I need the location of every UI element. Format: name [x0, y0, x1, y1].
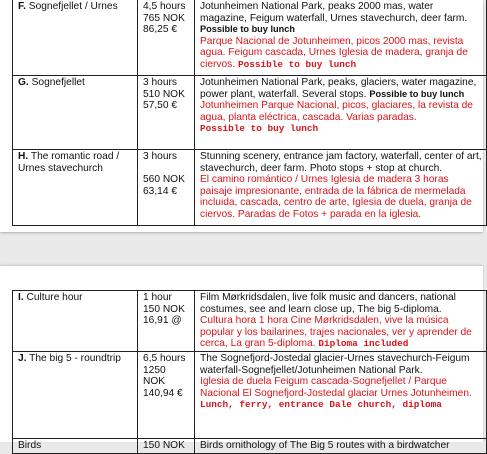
tour-description-cell	[195, 76, 487, 150]
tour-description-cell	[195, 352, 487, 439]
table-row	[13, 291, 487, 352]
tour-price-eur: 16,91 @	[143, 315, 182, 326]
note-english: Possible to buy lunch	[200, 24, 295, 34]
description-spanish: Iglesia de duela Feigum cascada-Sognefjellet / Parque Nacional El Sognefjord-Jostedal glaciar Urnes Jotunheimen.	[200, 376, 472, 399]
tour-price-cell	[138, 291, 195, 352]
tour-duration: 3 hours	[143, 151, 177, 162]
description-english: The Sognefjord-Jostedal glacier-Urnes stavechurch-Feigum waterfall-Sognefjellet/Jotunheimen National Park.	[200, 353, 470, 376]
tour-price-eur: 63,14 €	[143, 185, 177, 197]
table-row	[13, 150, 487, 226]
note-spanish: Possible to buy lunch	[200, 123, 319, 134]
tour-duration: 4,5 hours	[143, 1, 186, 12]
tour-price-nok: 150 NOK	[143, 303, 185, 315]
table-row	[13, 352, 487, 439]
description-english: Film Mørkridsdalen, live folk music and dancers, national costumes, see and learn close up, The big 5-diploma.	[200, 292, 456, 315]
tour-name: The big 5 - roundtrip	[29, 353, 121, 364]
tour-price-eur: 140,94 €	[143, 387, 183, 399]
tour-letter: J.	[18, 353, 27, 364]
tour-letter: H.	[18, 151, 29, 162]
tour-price-nok: 560 NOK	[143, 174, 185, 185]
tour-name-cell	[13, 439, 138, 454]
tour-name: Sognefjellet / Urnes	[28, 1, 118, 12]
tour-price-cell	[138, 439, 195, 454]
description-english: Stunning scenery, entrance jam factory, waterfall, center of art, stavechurch, deer farm. Photo stops + stop at church.	[200, 151, 482, 174]
tour-price-nok: 1250	[143, 364, 166, 376]
tour-description-cell	[195, 150, 487, 226]
description-spanish: Parque Nacional de Jotunheimen, picos 2000 mas, revista agua. Feigum cascada, Urnes Iglesia de madera, granja de ciervos.	[200, 35, 468, 70]
description-english: Jotunheimen National Park, peaks, glaciers, water magazine, power plant, waterfall. Several stops.	[200, 77, 477, 100]
tour-price-nok: 765 NOK	[143, 12, 185, 24]
tour-price-currency: NOK	[143, 376, 166, 387]
tour-price-cell	[138, 352, 195, 439]
tour-price-cell	[138, 76, 195, 150]
document-page-2	[0, 266, 483, 451]
tour-price-nok: 510 NOK	[143, 88, 185, 100]
tour-description-cell	[195, 439, 487, 454]
note-spanish: Lunch, ferry, entrance Dale church, diploma	[200, 399, 442, 410]
tour-name: The romantic road / Urnes stavechurch	[18, 151, 120, 174]
tour-letter: F.	[18, 1, 26, 12]
table-row	[13, 76, 487, 150]
tour-name: Birds	[18, 440, 42, 451]
table-row	[13, 439, 487, 454]
tour-duration: 6,5 hours	[143, 353, 186, 364]
tour-price-nok: 150 NOK	[143, 440, 185, 451]
description-spanish: El camino romántico / Urnes Iglesia de madera 3 horas paisaje impresionante, entrada de la fábrica de mermelada incluida, cascada, centro de arte, Iglesia de duela, granja de ciervos. Paradas de Fotos + parada en la iglesia.	[200, 174, 472, 220]
description-spanish: Cultura hora 1 hora Cine Mørkridsdalen, vive la música popular y los bailarines, trajes nacionales, ver y aprender de cerca, La gran 5-diploma.	[200, 315, 472, 349]
table-row	[13, 0, 487, 76]
tours-table-page-1	[12, 0, 487, 226]
tour-name: Culture hour	[26, 292, 83, 303]
tour-price-cell	[138, 0, 195, 76]
description-english: Jotunheimen National Park, peaks 2000 mas, water magazine, Feigum waterfall, Urnes stavechurch, deer farm.	[200, 1, 468, 24]
tour-description-cell	[195, 0, 487, 76]
tour-name: Sognefjellet	[31, 77, 85, 88]
description-spanish: Jotunheimen Parque Nacional, picos, glaciares, la revista de agua, planta eléctrica, cascada. Varias paradas.	[200, 100, 473, 123]
tour-description-cell	[195, 291, 487, 352]
description-english: Birds ornithology of The Big 5 routes with a birdwatcher	[200, 440, 450, 451]
tour-letter: I.	[18, 292, 24, 303]
note-spanish: Diploma included	[318, 338, 409, 349]
tour-name-cell	[13, 150, 138, 226]
tours-table-page-2	[12, 290, 487, 454]
tour-name-cell	[13, 0, 138, 76]
tour-price-eur: 86,25 €	[143, 24, 177, 35]
tour-name-cell	[13, 76, 138, 150]
tour-duration: 3 hours	[143, 77, 177, 88]
tour-duration: 1 hour	[143, 292, 172, 303]
note-english: Possible to buy lunch	[369, 88, 465, 99]
note-spanish: Possible to buy lunch	[237, 58, 357, 70]
tour-name-cell	[13, 352, 138, 439]
tour-name-cell	[13, 291, 138, 352]
tour-letter: G.	[18, 77, 29, 88]
tour-price-cell	[138, 150, 195, 226]
tour-price-eur: 57,50 €	[143, 100, 177, 111]
